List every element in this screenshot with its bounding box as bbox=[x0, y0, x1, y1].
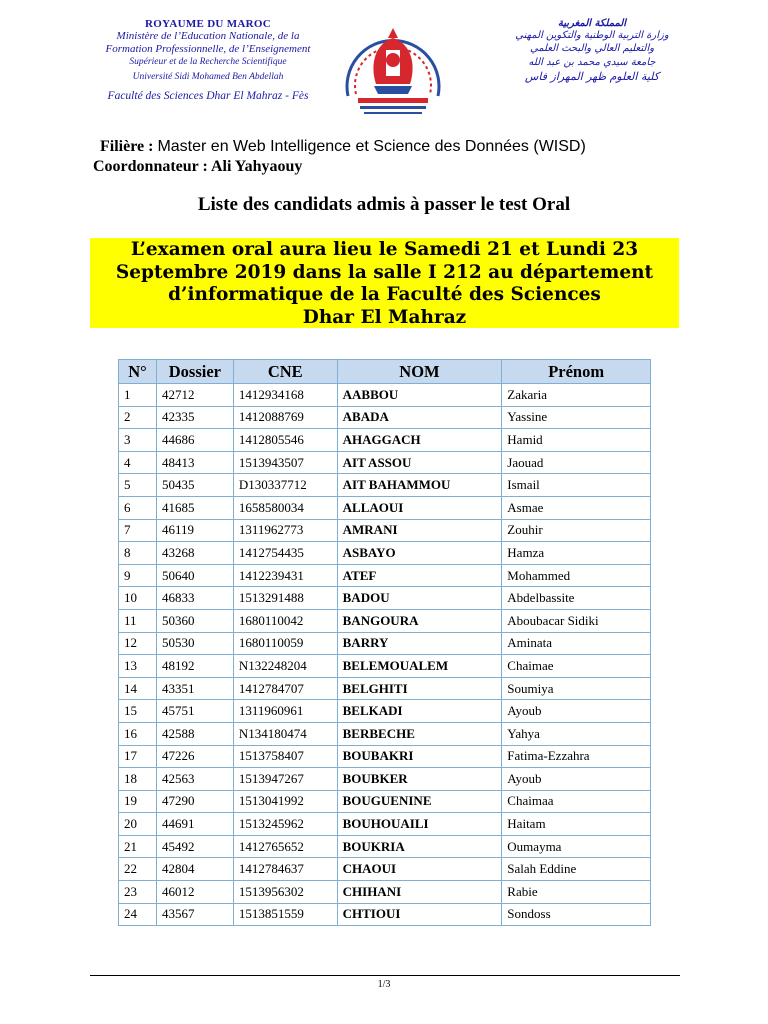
table-row bbox=[119, 384, 651, 407]
notice-line-2: Septembre 2019 dans la salle I 212 au département bbox=[115, 261, 654, 283]
cell-dossier: 43567 bbox=[156, 903, 233, 926]
cell-dossier: 46833 bbox=[156, 587, 233, 610]
table-row bbox=[119, 474, 651, 497]
cell-cne: N134180474 bbox=[233, 722, 337, 745]
cell-nom: ABADA bbox=[337, 406, 502, 429]
cell-cne: 1680110059 bbox=[233, 632, 337, 655]
ministry-header-fr bbox=[88, 18, 328, 102]
cell-dossier: 45751 bbox=[156, 700, 233, 723]
col-header-cne: CNE bbox=[233, 360, 337, 384]
table-row bbox=[119, 745, 651, 768]
cell-number: 23 bbox=[119, 881, 157, 904]
cell-nom: BARRY bbox=[337, 632, 502, 655]
table-row bbox=[119, 903, 651, 926]
cell-prenom: Rabie bbox=[502, 881, 651, 904]
cell-cne: 1513041992 bbox=[233, 790, 337, 813]
cell-dossier: 50435 bbox=[156, 474, 233, 497]
cell-number: 24 bbox=[119, 903, 157, 926]
footer-rule bbox=[90, 975, 680, 976]
cell-nom: AABBOU bbox=[337, 384, 502, 407]
cell-cne: 1513758407 bbox=[233, 745, 337, 768]
cell-nom: ATEF bbox=[337, 564, 502, 587]
cell-prenom: Hamid bbox=[502, 429, 651, 452]
cell-dossier: 48413 bbox=[156, 451, 233, 474]
cell-prenom: Oumayma bbox=[502, 835, 651, 858]
cell-prenom: Fatima-Ezzahra bbox=[502, 745, 651, 768]
cell-nom: BELEMOUALEM bbox=[337, 655, 502, 678]
cell-dossier: 50530 bbox=[156, 632, 233, 655]
table-row bbox=[119, 587, 651, 610]
cell-prenom: Chaimae bbox=[502, 655, 651, 678]
cell-number: 13 bbox=[119, 655, 157, 678]
cell-number: 15 bbox=[119, 700, 157, 723]
cell-number: 10 bbox=[119, 587, 157, 610]
table-row bbox=[119, 564, 651, 587]
cell-prenom: Abdelbassite bbox=[502, 587, 651, 610]
candidates-table bbox=[118, 359, 651, 926]
cell-cne: 1680110042 bbox=[233, 609, 337, 632]
cell-prenom: Jaouad bbox=[502, 451, 651, 474]
cell-number: 20 bbox=[119, 813, 157, 836]
cell-dossier: 43351 bbox=[156, 677, 233, 700]
cell-number: 19 bbox=[119, 790, 157, 813]
faculty-name-ar: كلية العلوم ظهر المهراز فاس bbox=[524, 70, 660, 83]
cell-number: 8 bbox=[119, 542, 157, 565]
cell-dossier: 46119 bbox=[156, 519, 233, 542]
table-row bbox=[119, 519, 651, 542]
list-title: Liste des candidats admis à passer le test Oral bbox=[197, 194, 571, 215]
cell-number: 18 bbox=[119, 768, 157, 791]
cell-cne: N132248204 bbox=[233, 655, 337, 678]
ministry-line-1: Ministère de l’Education Nationale, de la bbox=[116, 30, 300, 42]
cell-prenom: Yassine bbox=[502, 406, 651, 429]
cell-number: 6 bbox=[119, 496, 157, 519]
cell-prenom: Aminata bbox=[502, 632, 651, 655]
cell-dossier: 47290 bbox=[156, 790, 233, 813]
cell-cne: 1513851559 bbox=[233, 903, 337, 926]
table-row bbox=[119, 722, 651, 745]
cell-dossier: 45492 bbox=[156, 835, 233, 858]
cell-prenom: Hamza bbox=[502, 542, 651, 565]
table-row bbox=[119, 655, 651, 678]
cell-prenom: Salah Eddine bbox=[502, 858, 651, 881]
cell-nom: BOUBKER bbox=[337, 768, 502, 791]
cell-nom: BOUBAKRI bbox=[337, 745, 502, 768]
cell-number: 17 bbox=[119, 745, 157, 768]
cell-nom: CHIHANI bbox=[337, 881, 502, 904]
ministry-line-ar-1: وزارة التربية الوطنية والتكوين المهني bbox=[515, 30, 669, 41]
cell-cne: D130337712 bbox=[233, 474, 337, 497]
cell-prenom: Aboubacar Sidiki bbox=[502, 609, 651, 632]
cell-dossier: 46012 bbox=[156, 881, 233, 904]
table-row bbox=[119, 429, 651, 452]
faculty-name: Faculté des Sciences Dhar El Mahraz - Fès bbox=[107, 90, 309, 102]
cell-number: 4 bbox=[119, 451, 157, 474]
cell-cne: 1412805546 bbox=[233, 429, 337, 452]
cell-nom: BANGOURA bbox=[337, 609, 502, 632]
cell-cne: 1412934168 bbox=[233, 384, 337, 407]
col-header-dossier: Dossier bbox=[156, 360, 233, 384]
cell-cne: 1513956302 bbox=[233, 881, 337, 904]
cell-nom: BOUKRIA bbox=[337, 835, 502, 858]
table-row bbox=[119, 700, 651, 723]
cell-number: 16 bbox=[119, 722, 157, 745]
cell-number: 21 bbox=[119, 835, 157, 858]
cell-cne: 1658580034 bbox=[233, 496, 337, 519]
cell-nom: AIT ASSOU bbox=[337, 451, 502, 474]
cell-nom: BADOU bbox=[337, 587, 502, 610]
table-row bbox=[119, 406, 651, 429]
cell-prenom: Haitam bbox=[502, 813, 651, 836]
table-row bbox=[119, 542, 651, 565]
notice-line-3: d’informatique de la Faculté des Sciences bbox=[168, 284, 601, 305]
cell-dossier: 47226 bbox=[156, 745, 233, 768]
cell-cne: 1412784707 bbox=[233, 677, 337, 700]
ministry-header-ar bbox=[492, 18, 692, 83]
cell-nom: BELGHITI bbox=[337, 677, 502, 700]
cell-nom: BERBECHE bbox=[337, 722, 502, 745]
cell-cne: 1412239431 bbox=[233, 564, 337, 587]
cell-number: 9 bbox=[119, 564, 157, 587]
cell-nom: BELKADI bbox=[337, 700, 502, 723]
table-row bbox=[119, 496, 651, 519]
cell-nom: AHAGGACH bbox=[337, 429, 502, 452]
cell-prenom: Mohammed bbox=[502, 564, 651, 587]
cell-nom: AIT BAHAMMOU bbox=[337, 474, 502, 497]
table-row bbox=[119, 632, 651, 655]
col-header-nom: NOM bbox=[337, 360, 502, 384]
ministry-line-3: Supérieur et de la Recherche Scientifique bbox=[129, 57, 287, 67]
table-row bbox=[119, 677, 651, 700]
cell-dossier: 48192 bbox=[156, 655, 233, 678]
cell-cne: 1513943507 bbox=[233, 451, 337, 474]
cell-nom: AMRANI bbox=[337, 519, 502, 542]
cell-cne: 1513947267 bbox=[233, 768, 337, 791]
cell-prenom: Yahya bbox=[502, 722, 651, 745]
program-line bbox=[100, 138, 586, 156]
cell-cne: 1412765652 bbox=[233, 835, 337, 858]
cell-prenom: Soumiya bbox=[502, 677, 651, 700]
cell-number: 7 bbox=[119, 519, 157, 542]
cell-cne: 1311962773 bbox=[233, 519, 337, 542]
table-row bbox=[119, 451, 651, 474]
table-row bbox=[119, 813, 651, 836]
ministry-line-2: Formation Professionnelle, de l’Enseignement bbox=[105, 43, 311, 55]
table-row bbox=[119, 881, 651, 904]
table-header-row bbox=[119, 360, 651, 384]
cell-prenom: Zakaria bbox=[502, 384, 651, 407]
cell-number: 12 bbox=[119, 632, 157, 655]
cell-cne: 1412754435 bbox=[233, 542, 337, 565]
kingdom-label-ar: المملكة المغربية bbox=[557, 18, 627, 29]
cell-number: 11 bbox=[119, 609, 157, 632]
coordinator-line: Coordonnateur : Ali Yahyaouy bbox=[93, 158, 303, 175]
cell-dossier: 43268 bbox=[156, 542, 233, 565]
kingdom-label: ROYAUME DU MAROC bbox=[145, 18, 271, 30]
university-logo bbox=[334, 14, 452, 122]
cell-prenom: Ismail bbox=[502, 474, 651, 497]
table-row bbox=[119, 858, 651, 881]
cell-dossier: 50640 bbox=[156, 564, 233, 587]
cell-prenom: Sondoss bbox=[502, 903, 651, 926]
university-name: Université Sidi Mohamed Ben Abdellah bbox=[132, 72, 284, 82]
page-number: 1/3 bbox=[377, 979, 391, 990]
table-row bbox=[119, 790, 651, 813]
cell-dossier: 42712 bbox=[156, 384, 233, 407]
notice-line-1: L’examen oral aura lieu le Samedi 21 et Lundi 23 bbox=[130, 239, 639, 260]
cell-nom: CHAOUI bbox=[337, 858, 502, 881]
cell-dossier: 41685 bbox=[156, 496, 233, 519]
notice-line-4: Dhar El Mahraz bbox=[302, 306, 467, 328]
program-name: Master en Web Intelligence et Science des Données (WISD) bbox=[157, 138, 586, 155]
table-row bbox=[119, 609, 651, 632]
program-label: Filière : bbox=[100, 138, 158, 155]
ministry-line-ar-2: والتعليم العالي والبحث العلمي bbox=[529, 43, 655, 54]
cell-dossier: 42804 bbox=[156, 858, 233, 881]
cell-dossier: 44691 bbox=[156, 813, 233, 836]
cell-nom: ASBAYO bbox=[337, 542, 502, 565]
cell-nom: BOUHOUAILI bbox=[337, 813, 502, 836]
cell-cne: 1311960961 bbox=[233, 700, 337, 723]
cell-dossier: 42588 bbox=[156, 722, 233, 745]
cell-prenom: Asmae bbox=[502, 496, 651, 519]
cell-dossier: 44686 bbox=[156, 429, 233, 452]
cell-number: 2 bbox=[119, 406, 157, 429]
cell-number: 3 bbox=[119, 429, 157, 452]
cell-prenom: Chaimaa bbox=[502, 790, 651, 813]
cell-nom: ALLAOUI bbox=[337, 496, 502, 519]
cell-dossier: 50360 bbox=[156, 609, 233, 632]
cell-number: 14 bbox=[119, 677, 157, 700]
cell-prenom: Zouhir bbox=[502, 519, 651, 542]
col-header-prenom: Prénom bbox=[502, 360, 651, 384]
cell-cne: 1412088769 bbox=[233, 406, 337, 429]
cell-number: 22 bbox=[119, 858, 157, 881]
exam-notice bbox=[90, 238, 679, 328]
cell-dossier: 42563 bbox=[156, 768, 233, 791]
university-name-ar: جامعة سيدي محمد بن عبد الله bbox=[528, 57, 656, 68]
table-row bbox=[119, 768, 651, 791]
cell-prenom: Ayoub bbox=[502, 700, 651, 723]
cell-cne: 1513245962 bbox=[233, 813, 337, 836]
col-header-number: N° bbox=[119, 360, 157, 384]
table-row bbox=[119, 835, 651, 858]
cell-cne: 1412784637 bbox=[233, 858, 337, 881]
cell-number: 1 bbox=[119, 384, 157, 407]
cell-nom: CHTIOUI bbox=[337, 903, 502, 926]
cell-nom: BOUGUENINE bbox=[337, 790, 502, 813]
cell-dossier: 42335 bbox=[156, 406, 233, 429]
cell-prenom: Ayoub bbox=[502, 768, 651, 791]
cell-cne: 1513291488 bbox=[233, 587, 337, 610]
cell-number: 5 bbox=[119, 474, 157, 497]
